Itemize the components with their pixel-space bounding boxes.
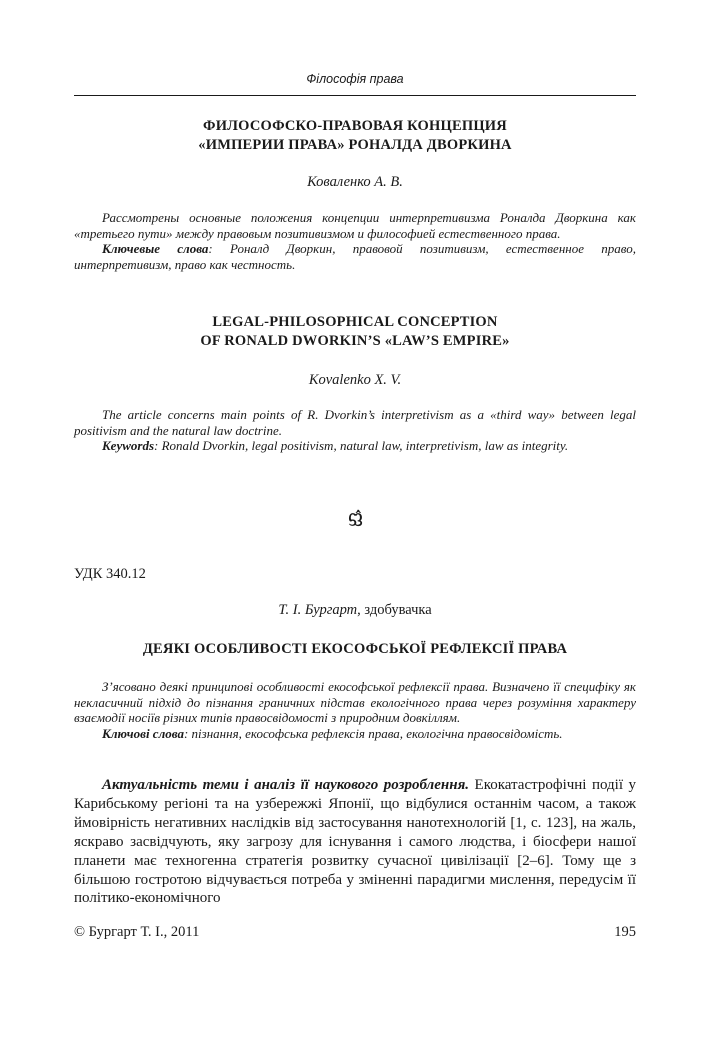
ua-author — [74, 602, 636, 619]
copyright: © Бургарт Т. І., 2011 — [74, 924, 200, 940]
en-title — [74, 313, 636, 351]
ua-body-text: Екокатастрофічні події у Карибському регіоні та на узбережжі Японії, що відбулися останнім часом, а також ймовірність негативних наслідків від застосування нанотехнологій [1, с. 123], на жаль, яскраво засвідчують, яку загрозу для існування і самого людства, і біосфери нашої планети має техногенна стратегія розвитку сучасної цивілізації [2–6]. Тому ще з більшою гостротою відчувається потреба у зміненні парадигми мислення, передусім її політико-економічного — [74, 777, 637, 907]
en-keywords-paragraph — [74, 438, 636, 454]
ru-abstract-block — [74, 210, 636, 273]
ua-title: ДЕЯКІ ОСОБЛИВОСТІ ЕКОСОФСЬКОЇ РЕФЛЕКСІЇ ПРАВА — [142, 641, 568, 657]
en-author: Kovalenko X. V. — [308, 372, 402, 388]
header-rule — [74, 95, 636, 96]
en-title-line1: LEGAL-PHILOSOPHICAL CONCEPTION — [212, 314, 498, 330]
ua-abstract-block — [74, 679, 636, 742]
ru-title-line2: «ИМПЕРИИ ПРАВА» РОНАЛДА ДВОРКИНА — [198, 137, 512, 153]
en-keywords: : Ronald Dvorkin, legal positivism, natural law, interpretivism, law as integrity. — [154, 438, 569, 454]
en-keywords-label: Keywords — [102, 438, 154, 454]
en-abstract-block — [74, 407, 636, 454]
ua-body-paragraph — [74, 776, 636, 908]
ru-author: Коваленко А. В. — [307, 174, 403, 190]
ru-abstract: Рассмотрены основные положения концепции интерпретивизма Роналда Дворкина как «третьего пути» между правовым позитивизмом и философией естественного права. — [74, 210, 636, 241]
ru-title-line1: ФИЛОСОФСКО-ПРАВОВАЯ КОНЦЕПЦИЯ — [203, 118, 507, 134]
ru-title — [74, 117, 636, 155]
ua-keywords: : пізнання, екософська рефлексія права, екологічна правосвідомість. — [183, 726, 563, 742]
page-number: 195 — [614, 924, 636, 940]
ru-keywords-paragraph — [74, 241, 636, 272]
ua-author-name: Т. І. Бургарт — [278, 602, 358, 618]
ru-keywords-label: Ключевые слова — [102, 241, 209, 257]
en-title-line2: OF RONALD DWORKIN’S «LAW’S EMPIRE» — [200, 333, 510, 349]
section-divider-ornament: ᦓᦤ — [348, 508, 362, 525]
ua-keywords-label: Ключові слова — [102, 726, 184, 742]
en-abstract: The article concerns main points of R. Dvorkin’s interpretivism as a «third way» between legal positivism and the natural law doctrine. — [74, 407, 636, 438]
ua-author-role: , здобувачка — [357, 602, 432, 618]
ua-abstract: З’ясовано деякі принципові особливості екософської рефлексії права. Визначено її специфіку як некласичний підхід до пізнання граничних підстав екологічного права через розуміння характеру взаємодії носіїв різних типів правосвідомості з природним довкіллям. — [74, 679, 636, 726]
ua-body-lead: Актуальність теми і аналіз її наукового розроблення. — [102, 777, 470, 793]
ru-keywords: : Роналд Дворкин, правовой позитивизм, естественное право, интерпретивизм, право как честность. — [74, 241, 636, 273]
running-head: Філософія права — [306, 72, 404, 86]
ua-body — [74, 776, 636, 908]
ua-keywords-paragraph — [74, 726, 636, 742]
udk-code: УДК 340.12 — [74, 566, 146, 582]
